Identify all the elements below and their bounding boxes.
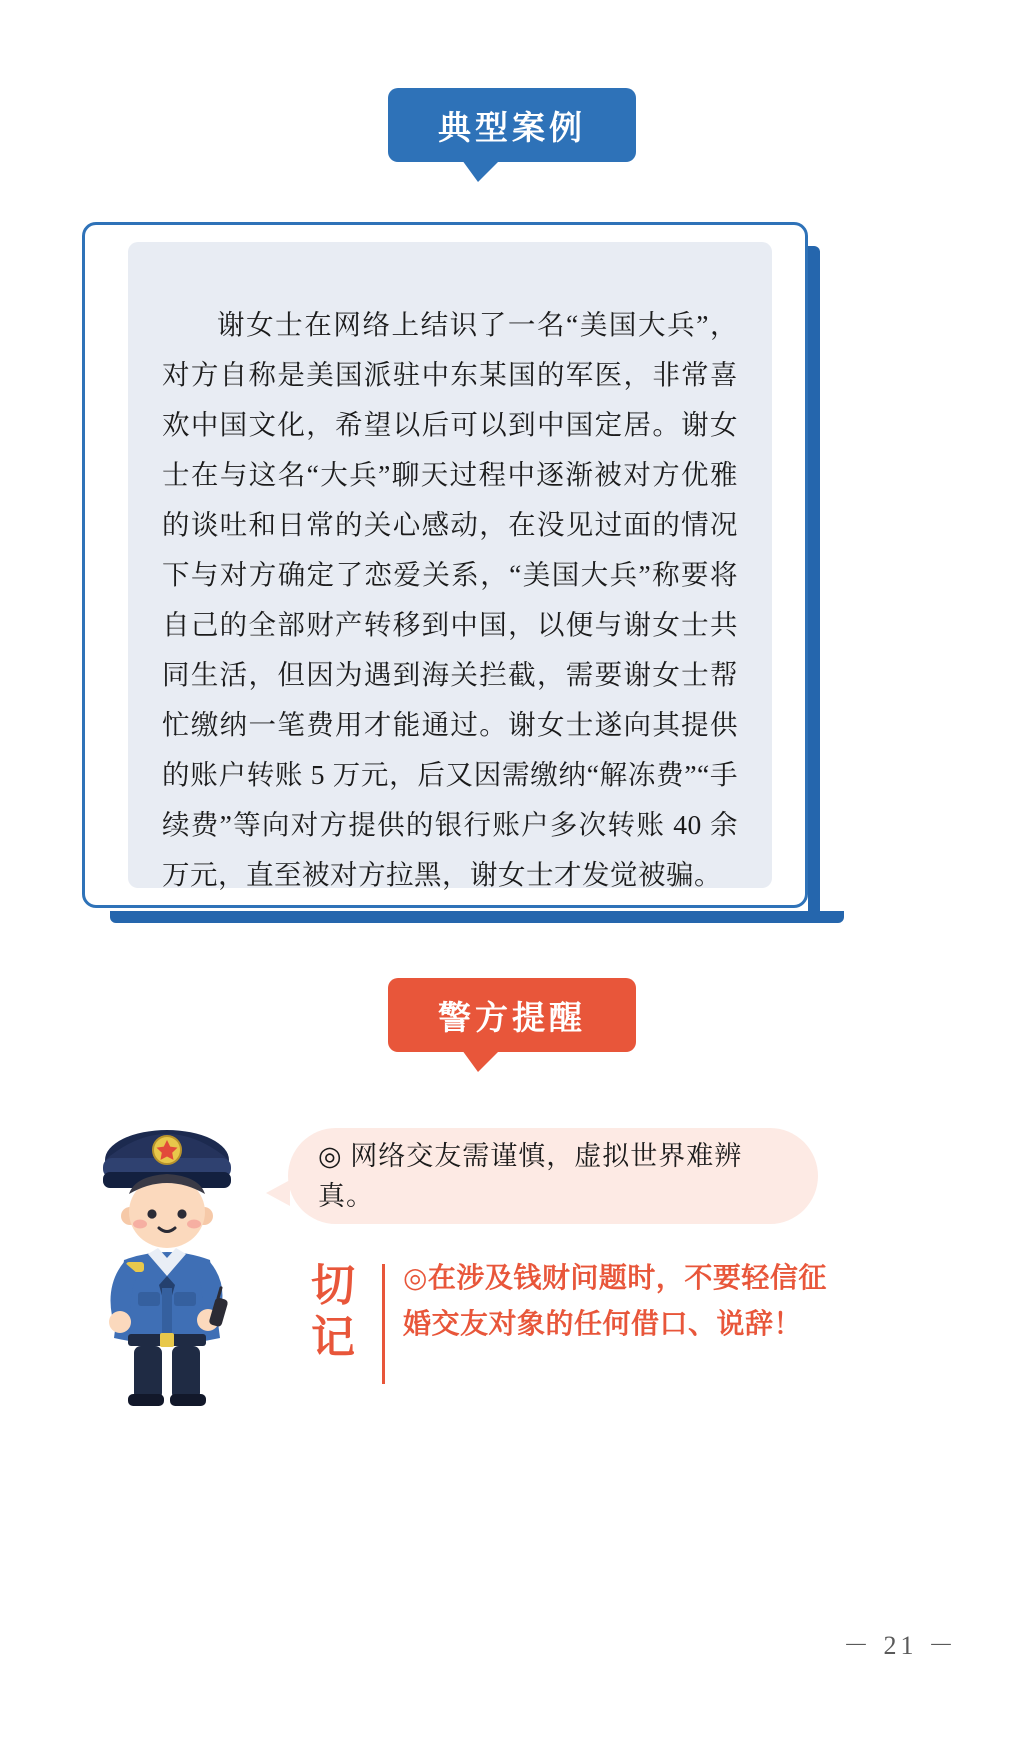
remember-block <box>290 1256 830 1392</box>
speech-bubble-tail-icon <box>266 1180 290 1206</box>
tip-speech-bubble <box>288 1128 818 1224</box>
tip-bubble-text: ◎ 网络交友需谨慎，虚拟世界难辨真。 <box>318 1141 743 1211</box>
police-officer-icon <box>62 1120 272 1410</box>
page-number: － 21 － <box>842 1631 958 1660</box>
tip-badge-container <box>0 978 1024 1052</box>
tip-badge <box>388 978 636 1052</box>
remember-seal-label: 切记 <box>311 1261 355 1362</box>
case-text-panel <box>128 242 772 888</box>
remember-divider <box>382 1264 385 1384</box>
tip-badge-label: 警方提醒 <box>438 1000 586 1037</box>
case-badge <box>388 88 636 162</box>
case-body-text: 谢女士在网络上结识了一名“美国大兵”，对方自称是美国派驻中东某国的军医，非常喜欢中国文化，希望以后可以到中国定居。谢女士在与这名“大兵”聊天过程中逐渐被对方优雅的谈吐和日常的关心感动，在没见过面的情况下与对方确定了恋爱关系，“美国大兵”称要将自己的全部财产转移到中国，以便与谢女士共同生活，但因为遇到海关拦截，需要谢女士帮忙缴纳一笔费用才能通过。谢女士遂向其提供的账户转账 5 万元，后又因需缴纳“解冻费”“手续费”等向对方提供的银行账户多次转账 40 余万元，直至被对方拉黑，谢女士才发觉被骗。 <box>162 308 738 890</box>
case-card-bottom-bar <box>110 911 844 923</box>
remember-text: ◎在涉及钱财问题时，不要轻信征婚交友对象的任何借口、说辞！ <box>403 1263 827 1340</box>
case-card-right-bar <box>808 246 820 922</box>
case-badge-container <box>0 88 1024 162</box>
case-badge-label: 典型案例 <box>438 110 586 147</box>
case-card <box>82 222 822 922</box>
tip-badge-tail-icon <box>462 1050 500 1072</box>
case-badge-tail-icon <box>462 160 500 182</box>
